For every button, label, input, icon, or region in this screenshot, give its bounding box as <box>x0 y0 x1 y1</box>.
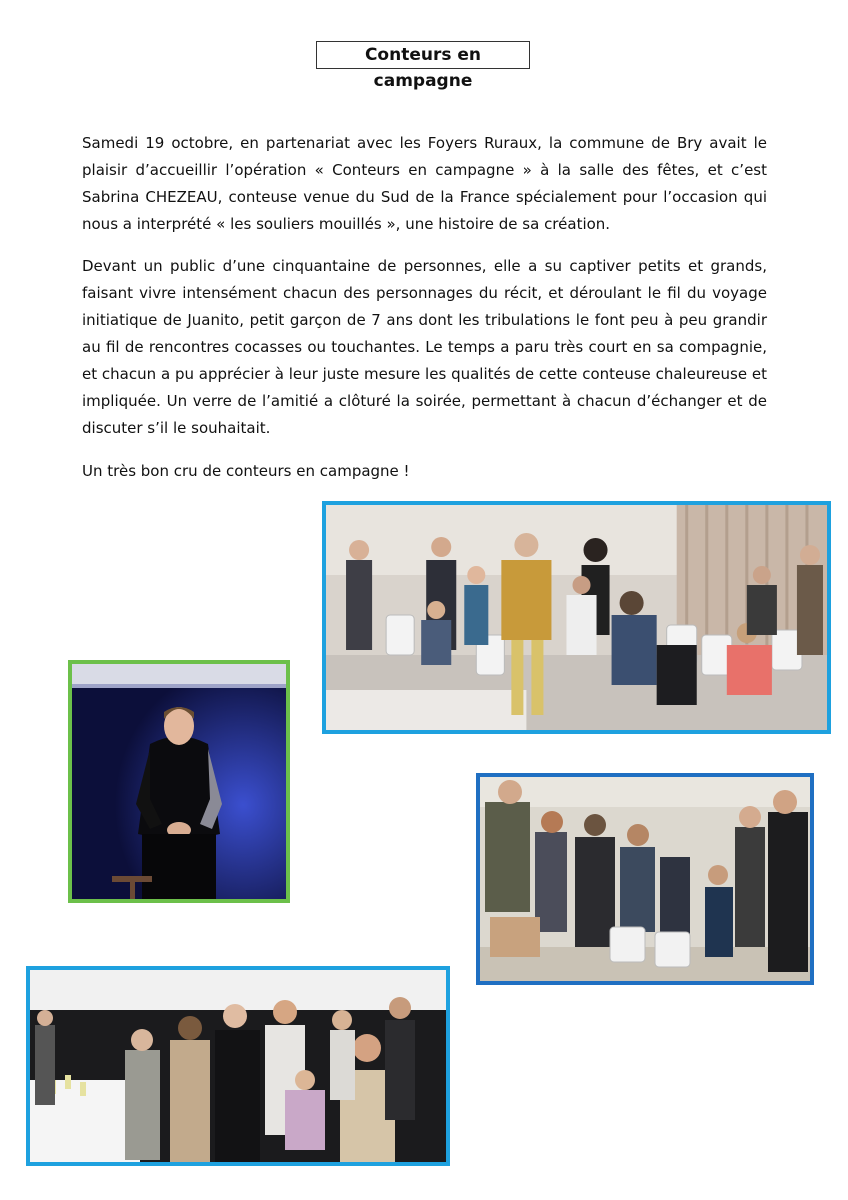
photo-audience-hall-image <box>326 505 827 730</box>
paragraph-intro: Samedi 19 octobre, en partenariat avec les Foyers Ruraux, la commune de Bry avait le plaisir d’accueillir l’opération « Conteurs en campagne » à la salle des fêtes, et c’est Sabrina CHEZEAU, conteuse venue du Sud de la France spécialement pour l’occasion qui nous a interprété « les souliers mouillés », une histoire de sa création. <box>82 134 767 233</box>
photo-reception-drinks-image <box>30 970 446 1162</box>
article-title: Conteurs en campagne <box>316 41 530 69</box>
photo-storyteller-stage <box>68 660 290 903</box>
photo-reception-drinks <box>26 966 450 1166</box>
photo-storyteller-stage-image <box>72 664 286 899</box>
paragraph-conclusion: Un très bon cru de conteurs en campagne ! <box>82 462 410 480</box>
paragraph-body: Devant un public d’une cinquantaine de personnes, elle a su captiver petits et grands, faisant vivre intensément chacun des personnages du récit, et déroulant le fil du voyage initiatique de Juanito, petit garçon de 7 ans dont les tribulations le font peu à peu grandir au fil de rencontres cocasses ou touchantes. Le temps a paru très court en sa compagnie, et chacun a pu apprécier à leur juste mesure les qualités de cette conteuse chaleureuse et impliquée. Un verre de l’amitié a clôturé la soirée, permettant à chacun d’échanger et de discuter s’il le souhaitait. <box>82 257 767 437</box>
photo-group-chatting <box>476 773 814 985</box>
photo-group-chatting-image <box>480 777 810 981</box>
photo-audience-hall <box>322 501 831 734</box>
